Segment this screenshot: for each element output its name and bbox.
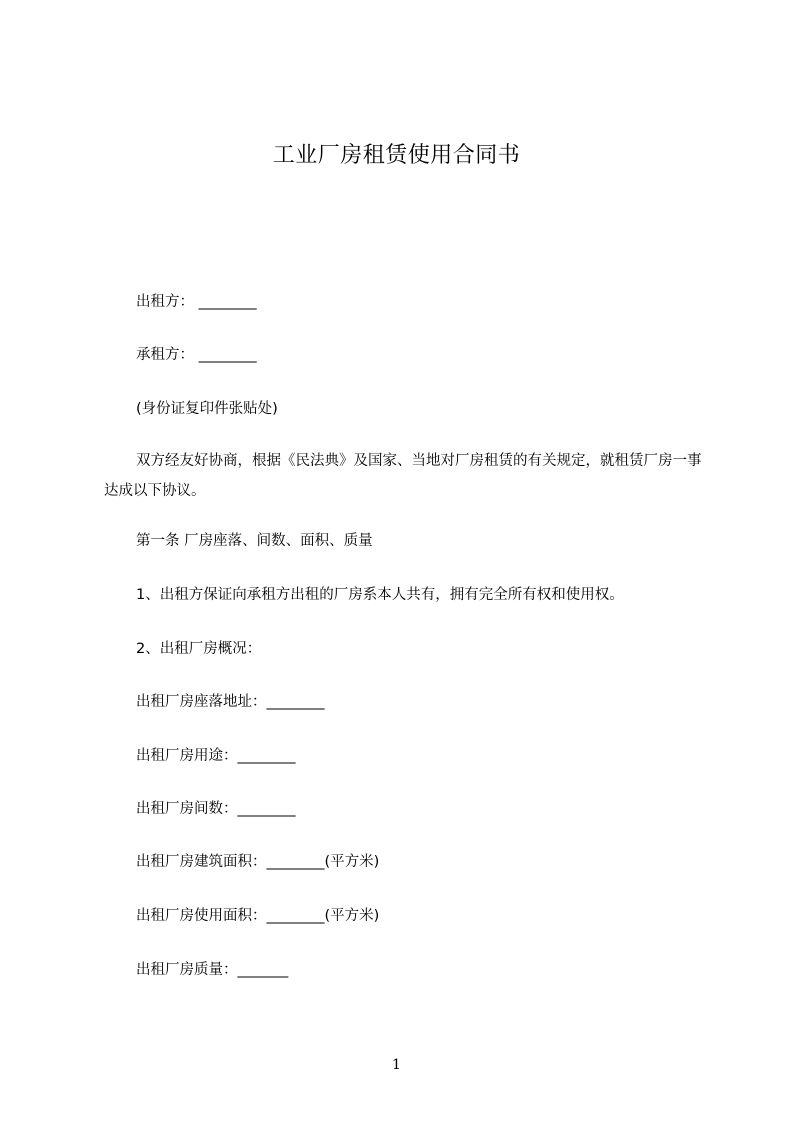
- lessor-line: 出租方： ________: [136, 294, 257, 310]
- usable-area-line: 出租厂房使用面积：________(平方米): [136, 908, 380, 924]
- clause-1: 1、出租方保证向承租方出租的厂房系本人共有，拥有完全所有权和使用权。: [136, 587, 624, 603]
- document-title: 工业厂房租赁使用合同书: [272, 143, 521, 168]
- building-area-line: 出租厂房建筑面积：________(平方米): [136, 854, 380, 870]
- page-number: 1: [392, 1057, 401, 1073]
- address-line: 出租厂房座落地址：________: [136, 694, 325, 710]
- clause-2: 2、出租厂房概况：: [136, 641, 262, 657]
- preamble-paragraph: 双方经友好协商，根据《民法典》及国家、当地对厂房租赁的有关规定，就租赁厂房一事达成以下协议。: [104, 453, 702, 499]
- quality-line: 出租厂房质量：_______: [136, 962, 289, 978]
- usage-line: 出租厂房用途：________: [136, 748, 296, 764]
- article-1-heading: 第一条 厂房座落、间数、面积、质量: [136, 533, 373, 549]
- rooms-line: 出租厂房间数：________: [136, 801, 296, 817]
- id-copy-note: (身份证复印件张贴处): [136, 401, 278, 417]
- lessee-line: 承租方： ________: [136, 347, 257, 363]
